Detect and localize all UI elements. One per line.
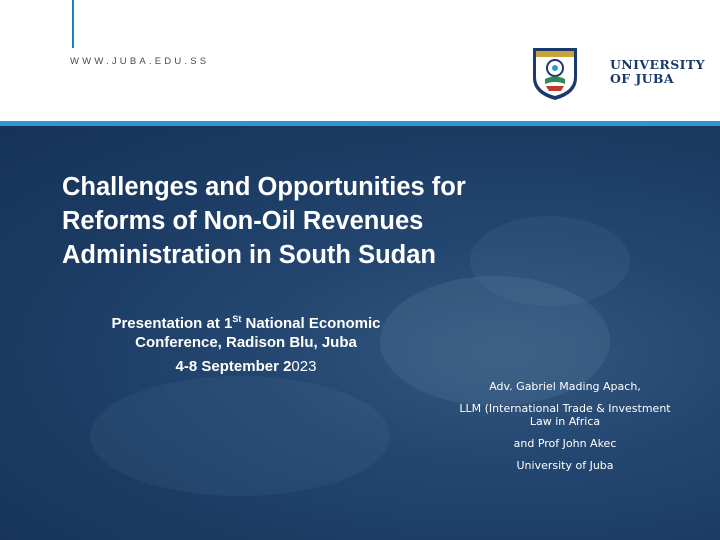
author-line-5: University of Juba bbox=[516, 459, 614, 472]
title-line-3: Administration in South Sudan bbox=[62, 241, 436, 269]
date-bold-part: 4-8 September 2 bbox=[175, 358, 292, 375]
header bbox=[0, 0, 720, 121]
author-line-1: Adv. Gabriel Mading Apach, bbox=[489, 380, 641, 393]
header-divider-line bbox=[72, 0, 74, 48]
author-block bbox=[440, 380, 690, 472]
subtitle-line-1 bbox=[56, 310, 436, 333]
university-crest-icon bbox=[530, 44, 580, 102]
website-url: WWW.JUBA.EDU.SS bbox=[70, 56, 210, 67]
logo-line-1: UNIVERSITY bbox=[610, 57, 705, 72]
author-line-4: and Prof John Akec bbox=[513, 437, 617, 450]
slide-subtitle bbox=[56, 310, 436, 352]
slide-title bbox=[62, 170, 622, 272]
background-shape bbox=[90, 376, 390, 496]
event-date bbox=[56, 358, 436, 375]
subtitle-superscript: St bbox=[232, 314, 242, 324]
subtitle-prefix: Presentation at 1 bbox=[111, 315, 233, 332]
logo-wordmark bbox=[610, 58, 705, 86]
logo-line-2: OF JUBA bbox=[610, 71, 674, 86]
title-line-1: Challenges and Opportunities for bbox=[62, 173, 466, 201]
author-line-3: Law in Africa bbox=[529, 415, 601, 428]
author-line-2: LLM (International Trade & Investment bbox=[459, 402, 671, 415]
subtitle-line-2: Conference, Radison Blu, Juba bbox=[135, 334, 357, 351]
date-regular-part: 023 bbox=[291, 358, 317, 375]
title-line-2: Reforms of Non-Oil Revenues bbox=[62, 207, 424, 235]
university-logo bbox=[528, 44, 705, 102]
subtitle-suffix: National Economic bbox=[241, 315, 381, 332]
